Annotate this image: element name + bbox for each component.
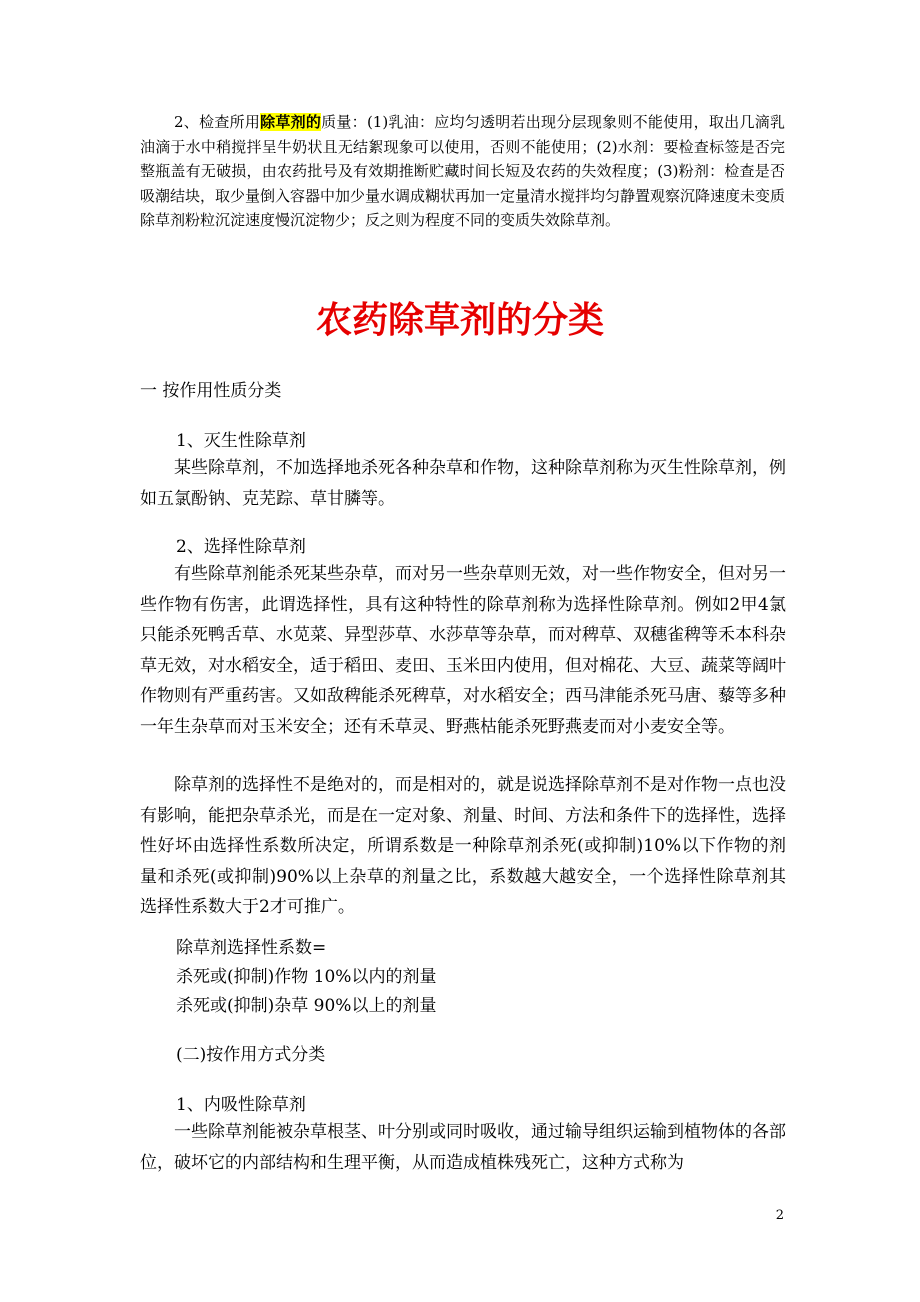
section2-sub1-text: 一些除草剂能被杂草根茎、叶分别或同时吸收，通过输导组织运输到植物体的各部位，破坏它的内部结构和生理平衡，从而造成植株残死亡，这种方式称为 [140,1122,786,1173]
formula-line-3: 杀死或(抑制)杂草 90%以上的剂量 [176,996,437,1016]
section1-sub2-text: 有些除草剂能杀死某些杂草，而对另一些杂草则无效，对一些作物安全，但对另一些作物有伤害，此谓选择性，具有这种特性的除草剂称为选择性除草剂。例如2甲4氯只能杀死鸭舌草、水苋菜、异型莎草、水莎草等杂草，而对稗草、双穗雀稗等禾本科杂草无效，对水稻安全，适于稻田、麦田、玉米田内使用，但对棉花、大豆、蔬菜等阔叶作物则有严重药害。又如敌稗能杀死稗草，对水稻安全；西马津能杀死马唐、藜等多种一年生杂草而对玉米安全；还有禾草灵、野燕枯能杀死野燕麦而对小麦安全等。 [140,564,786,737]
section2-heading: (二)按作用方式分类 [176,1045,326,1065]
intro-paragraph [140,110,785,233]
section1-sub1-heading: 1、灭生性除草剂 [176,431,306,451]
section1-sub2-heading: 2、选择性除草剂 [176,537,306,557]
intro-text-after: 质量：(1)乳油：应均匀透明若出现分层现象则不能使用，取出几滴乳油滴于水中稍搅拌呈牛奶状且无结絮现象可以使用，否则不能使用；(2)水剂：要检查标签是否完整瓶盖有无破损，由农药批号及有效期推断贮藏时间长短及农药的失效程度；(3)粉剂：检查是否吸潮结块，取少量倒入容器中加少量水调成糊状再加一定量清水搅拌均匀静置观察沉降速度未变质除草剂粉粒沉淀速度慢沉淀物少；反之则为程度不同的变质失效除草剂。 [140,113,786,230]
formula-line-1: 除草剂选择性系数= [176,938,327,958]
section1-heading: 一 按作用性质分类 [140,381,282,401]
intro-text-before: 2、检查所用 [174,113,261,131]
highlighted-term: 除草剂的 [260,113,322,131]
section2-sub1-heading: 1、内吸性除草剂 [176,1095,306,1115]
formula-line-2: 杀死或(抑制)作物 10%以内的剂量 [176,967,437,987]
page-number: 2 [775,1208,784,1223]
section1-sub1-text: 某些除草剂，不加选择地杀死各种杂草和作物，这种除草剂称为灭生性除草剂，例如五氯酚钠、克芜踪、草甘膦等。 [140,458,786,509]
page-title: 农药除草剂的分类 [315,300,604,341]
section1-paragraph3: 除草剂的选择性不是绝对的，而是相对的，就是说选择除草剂不是对作物一点也没有影响，能把杂草杀光，而是在一定对象、剂量、时间、方法和条件下的选择性，选择性好坏由选择性系数所决定，所谓系数是一种除草剂杀死(或抑制)10%以下作物的剂量和杀死(或抑制)90%以上杂草的剂量之比，系数越大越安全，一个选择性除草剂其选择性系数大于2才可推广。 [140,775,786,917]
